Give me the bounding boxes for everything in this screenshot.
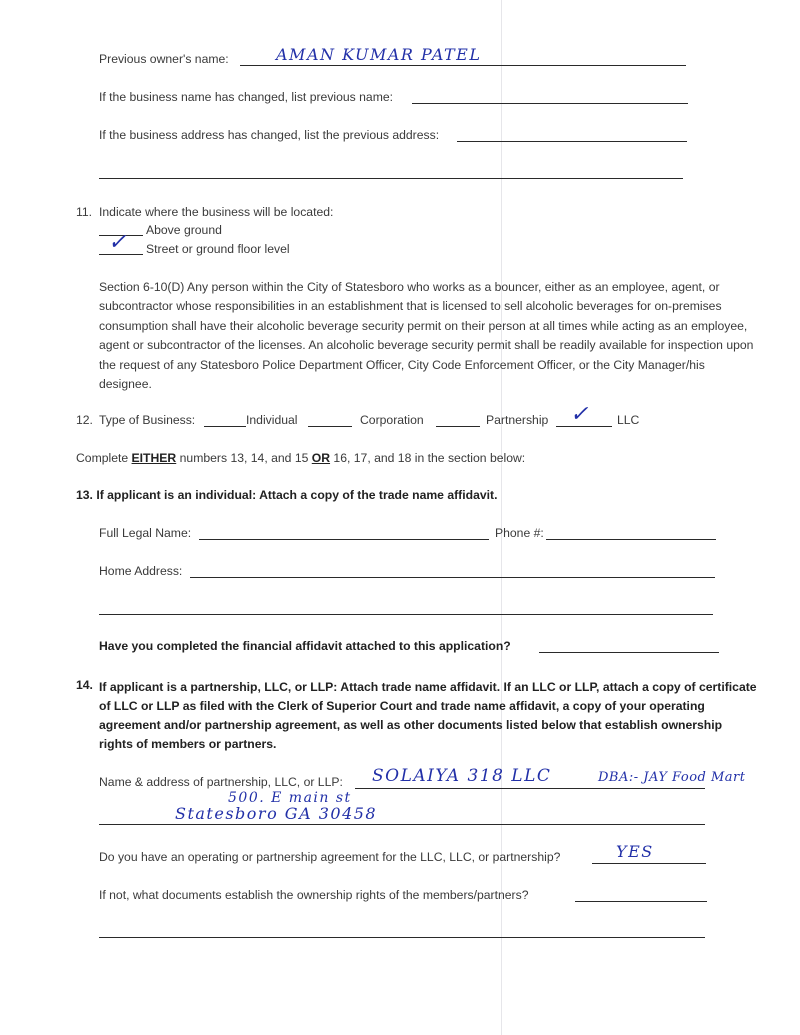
full-legal-name-line[interactable]: [199, 539, 489, 540]
previous-owner-line: [240, 65, 686, 66]
name-address-llc-label: Name & address of partnership, LLC, or LLP:: [99, 775, 343, 789]
individual-option: Individual: [246, 413, 298, 427]
llc-checkmark: ✓: [570, 402, 589, 427]
q14-paragraph: If applicant is a partnership, LLC, or LLP: Attach trade name affidavit. If an LLC or LLP, attach a copy of certificate of LLC or LLP as filed with the Clerk of Superior Court and trade name affidavit, a copy of your operating agreement and/or partnership agreement, as well as other documents listed below that establish ownership rights of members or partners.: [99, 680, 757, 751]
llc-name-handwritten: SOLAIYA 318 LLC: [372, 766, 552, 786]
dba-handwritten: DBA:- JAY Food Mart: [598, 770, 746, 785]
ownership-documents-question: If not, what documents establish the ownership rights of the members/partners?: [99, 888, 529, 902]
complete-post: 16, 17, and 18 in the section below:: [330, 451, 526, 465]
previous-business-name-line[interactable]: [412, 103, 688, 104]
q11-text: Indicate where the business will be located:: [99, 205, 334, 219]
above-ground-option: Above ground: [146, 223, 222, 237]
home-address-line[interactable]: [190, 577, 715, 578]
individual-blank[interactable]: [204, 426, 246, 427]
complete-pre: Complete: [76, 451, 132, 465]
previous-owner-handwritten: AMAN KUMAR PATEL: [276, 45, 482, 64]
operating-agreement-question: Do you have an operating or partnership agreement for the LLC, LLC, or partnership?: [99, 850, 561, 864]
previous-address-line[interactable]: [457, 141, 687, 142]
street-address-handwritten: 500. E main st: [228, 790, 352, 806]
home-address-label: Home Address:: [99, 564, 183, 578]
complete-instruction: [76, 451, 525, 465]
q12-label: Type of Business:: [99, 413, 196, 427]
name-address-llc-line-2[interactable]: [99, 824, 705, 825]
corporation-blank[interactable]: [308, 426, 352, 427]
page-fold-line: [501, 0, 502, 1035]
operating-agreement-answer-handwritten: YES: [616, 842, 654, 861]
corporation-option: Corporation: [360, 413, 424, 427]
street-level-option: Street or ground floor level: [146, 242, 290, 256]
operating-agreement-line[interactable]: [592, 863, 706, 864]
complete-or: OR: [311, 451, 331, 465]
previous-address-label: If the business address has changed, list the previous address:: [99, 128, 440, 142]
street-level-checkmark: ✓: [108, 230, 127, 255]
ownership-documents-line[interactable]: [575, 901, 707, 902]
section-6-10-paragraph: Section 6-10(D) Any person within the City of Statesboro who works as a bouncer, either as an employee, agent, or subcontractor whose responsibilities in an establishment that is licensed to sell alcoholic beverages for on-premises consumption shall have their alcoholic beverage security permit on their person at all times while acting as an employee, agent or subcontractor of the licenses. An alcoholic beverage security permit shall be readily available for inspection upon the request of any Statesboro Police Department Officer, City Code Enforcement Officer, or the City Manager/his designee.: [99, 280, 754, 392]
ownership-documents-line-2[interactable]: [99, 937, 705, 938]
partnership-blank[interactable]: [436, 426, 480, 427]
name-address-llc-line[interactable]: [355, 788, 705, 789]
q13-heading: 13. If applicant is an individual: Attach a copy of the trade name affidavit.: [76, 488, 498, 502]
llc-option: LLC: [617, 413, 640, 427]
financial-affidavit-question: Have you completed the financial affidavit attached to this application?: [99, 639, 511, 653]
financial-affidavit-line[interactable]: [539, 652, 719, 653]
q14-number: 14.: [76, 678, 93, 692]
partnership-option: Partnership: [486, 413, 549, 427]
q12-number: 12.: [76, 413, 93, 427]
previous-business-name-label: If the business name has changed, list previous name:: [99, 90, 394, 104]
phone-line[interactable]: [546, 539, 716, 540]
phone-label: Phone #:: [495, 526, 544, 540]
complete-mid: numbers 13, 14, and 15: [176, 451, 312, 465]
home-address-line-2[interactable]: [99, 614, 713, 615]
full-legal-name-label: Full Legal Name:: [99, 526, 192, 540]
complete-either: EITHER: [131, 451, 177, 465]
previous-owner-label: Previous owner's name:: [99, 52, 229, 66]
previous-address-line-2[interactable]: [99, 178, 683, 179]
q11-number: 11.: [76, 205, 93, 219]
city-state-zip-handwritten: Statesboro GA 30458: [175, 804, 378, 823]
